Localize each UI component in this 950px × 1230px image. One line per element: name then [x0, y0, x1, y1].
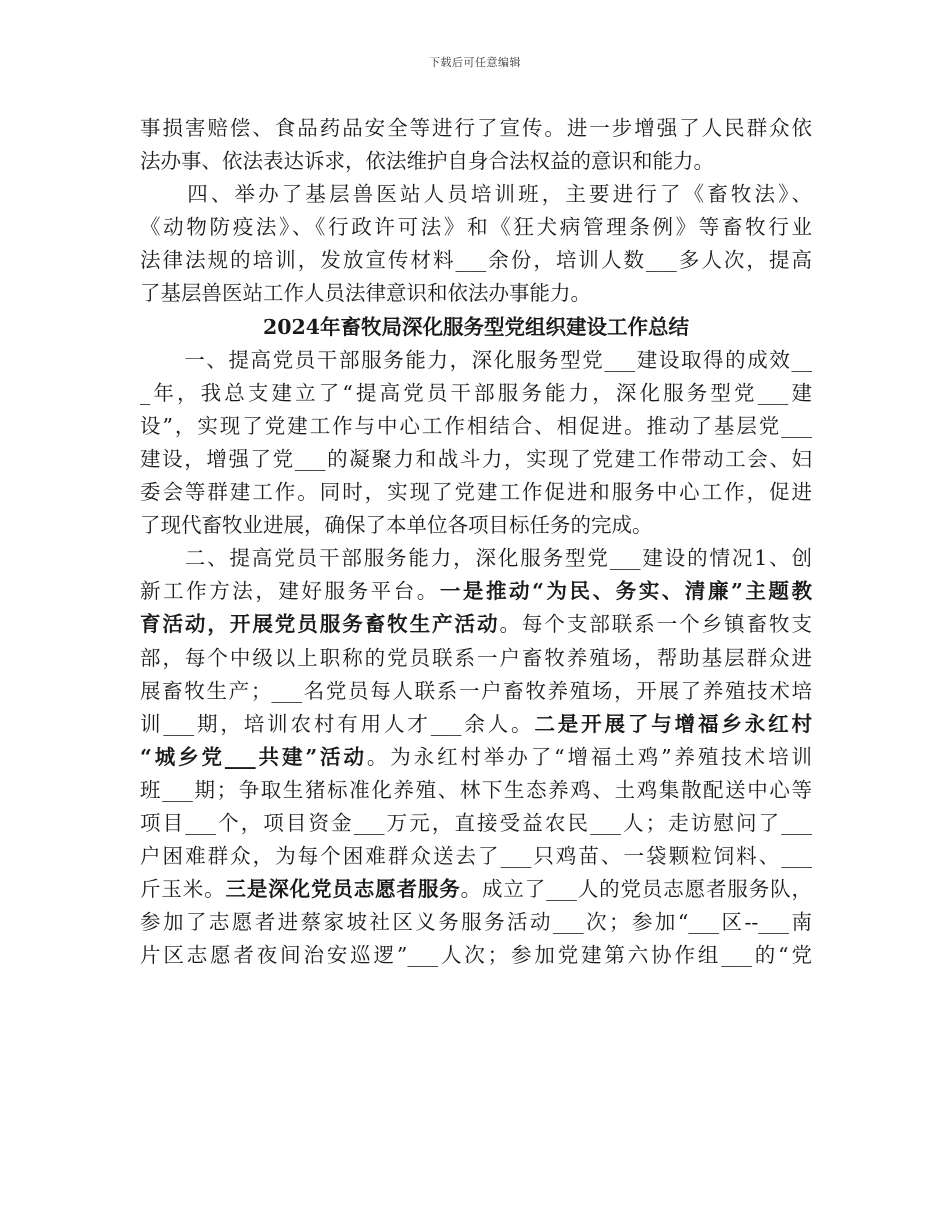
- bold-text: 一是推动“为民、务实、清廉”主题教: [439, 579, 812, 604]
- text-line: [140, 873, 812, 906]
- text-line: [140, 509, 812, 542]
- text-segment: 了基层兽医站工作人员法律意识和依法办事能力。: [140, 281, 591, 306]
- text-segment: 新工作方法，建好服务平台。: [140, 579, 440, 604]
- text-segment: 展畜牧生产；___名党员每人联系一户畜牧养殖场，开展了养殖技术培: [140, 678, 812, 703]
- text-segment: 事损害赔偿、食品药品安全等进行了宣传。进一步增强了人民群众依: [140, 116, 812, 140]
- text-segment: 建设，增强了党___的凝聚力和战斗力，实现了党建工作带动工会、妇: [140, 446, 812, 471]
- page-header: 下载后可任意编辑: [429, 56, 521, 69]
- text-segment: 片区志愿者夜间治安巡逻”___人次；参加党建第六协作组___的“党: [140, 943, 812, 968]
- document-title: 2024年畜牧局深化服务型党组织建设工作总结: [262, 314, 690, 339]
- text-line: [140, 344, 812, 377]
- text-segment: 《动物防疫法》、《行政许可法》和《狂犬病管理条例》等畜牧行业: [140, 215, 812, 240]
- text-line: [140, 774, 812, 807]
- text-line: [140, 443, 812, 476]
- text-line: [140, 939, 812, 972]
- text-segment: 。每个支部联系一个乡镇畜牧支: [499, 612, 813, 637]
- text-segment: _年，我总支建立了“提高党员干部服务能力，深化服务型党___建: [140, 380, 812, 405]
- text-line: [140, 840, 812, 873]
- text-segment: 法律法规的培训，发放宣传材料___余份，培训人数___多人次，提高: [140, 248, 812, 273]
- text-line: [140, 145, 812, 178]
- document-body: [140, 112, 812, 972]
- bold-text: 三是深化党员志愿者服务: [225, 877, 461, 902]
- text-line: [140, 807, 812, 840]
- text-segment: 斤玉米。: [140, 877, 226, 902]
- text-line: [140, 542, 812, 575]
- text-line: [140, 476, 812, 509]
- text-segment: 训___期，培训农村有用人才___余人。: [140, 711, 535, 736]
- text-segment: 了现代畜牧业进展，确保了本单位各项目标任务的完成。: [140, 513, 653, 538]
- text-line: [140, 608, 812, 641]
- bold-text: “城乡党___共建”活动: [140, 744, 367, 769]
- bold-text: 育活动，开展党员服务畜牧生产活动: [140, 612, 500, 637]
- text-segment: 法办事、依法表达诉求，依法维护自身合法权益的意识和能力。: [140, 149, 714, 174]
- text-line: [140, 211, 812, 244]
- text-segment: 四、举办了基层兽医站人员培训班，主要进行了《畜牧法》、: [140, 182, 812, 207]
- text-segment: 二、提高党员干部服务能力，深化服务型党___建设的情况1、创: [140, 546, 812, 571]
- text-segment: 。成立了___人的党员志愿者服务队，: [460, 877, 812, 902]
- text-line: [140, 642, 812, 675]
- text-segment: 户困难群众，为每个困难群众送去了___只鸡苗、一袋颗粒饲料、___: [140, 844, 812, 869]
- text-segment: 班___期；争取生猪标准化养殖、林下生态养鸡、土鸡集散配送中心等: [140, 777, 812, 802]
- text-line: [140, 675, 812, 708]
- text-segment: 一、提高党员干部服务能力，深化服务型党___建设取得的成效__: [140, 347, 812, 372]
- text-segment: 设”，实现了党建工作与中心工作相结合、相促进。推动了基层党___: [140, 413, 812, 438]
- text-line: [140, 277, 812, 310]
- text-segment: 委会等群建工作。同时，实现了党建工作促进和服务中心工作，促进: [140, 480, 812, 505]
- text-line: [140, 112, 812, 145]
- bold-text: 二是开展了与增福乡永红村: [534, 711, 813, 736]
- text-segment: 部，每个中级以上职称的党员联系一户畜牧养殖场，帮助基层群众进: [140, 645, 812, 670]
- text-segment: 项目___个，项目资金___万元，直接受益农民___人；走访慰问了___: [140, 810, 812, 835]
- text-line: [140, 410, 812, 443]
- text-line: [140, 741, 812, 774]
- text-line: [140, 178, 812, 211]
- text-line: [140, 244, 812, 277]
- text-line: [140, 708, 812, 741]
- text-line: [140, 575, 812, 608]
- text-line: [140, 906, 812, 939]
- text-line: [140, 377, 812, 410]
- text-segment: 参加了志愿者进蔡家坡社区义务服务活动___次；参加“___区--___南: [140, 910, 812, 935]
- text-segment: 。为永红村举办了“增福土鸡”养殖技术培训: [366, 744, 812, 769]
